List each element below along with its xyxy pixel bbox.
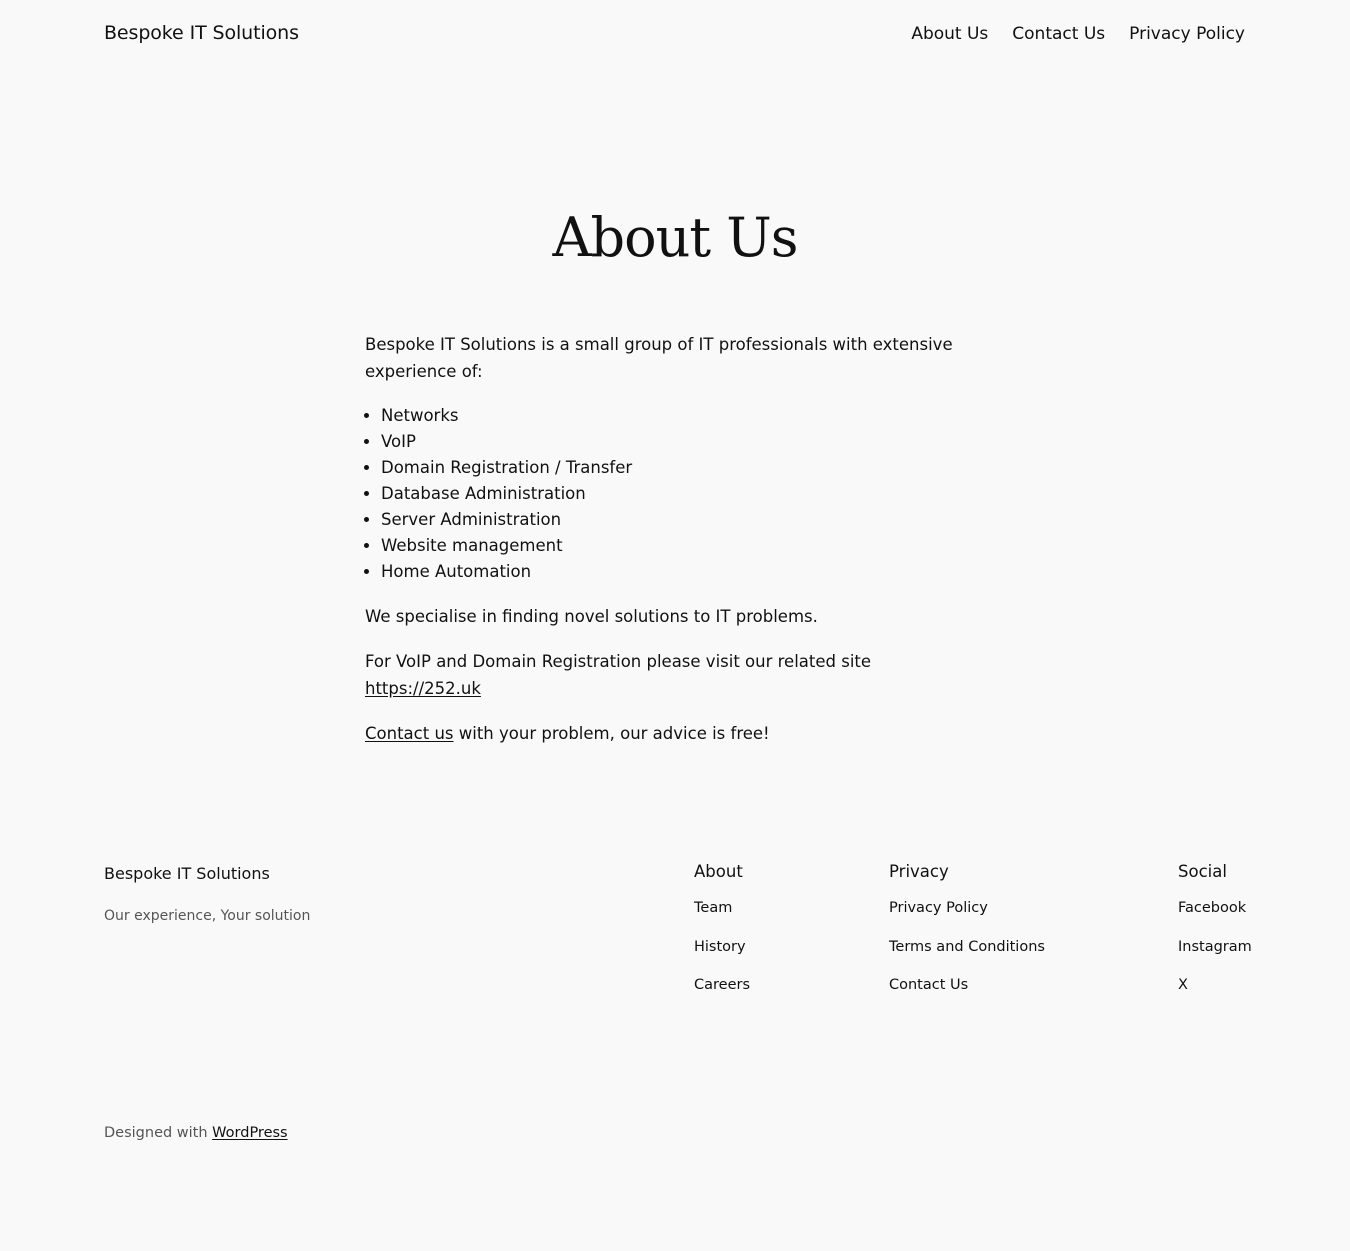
voip-text: For VoIP and Domain Registration please visit our related site xyxy=(365,652,872,671)
footer-column-about xyxy=(694,862,750,1013)
credit-prefix: Designed with xyxy=(104,1125,213,1141)
site-title-link[interactable]: Bespoke IT Solutions xyxy=(104,22,299,44)
contact-paragraph xyxy=(365,720,985,747)
footer-link-terms[interactable]: Terms and Conditions xyxy=(889,938,1045,955)
nav-privacy-policy[interactable]: Privacy Policy xyxy=(1129,24,1245,44)
related-site-link[interactable]: https://252.uk xyxy=(365,679,481,698)
footer-link-contact-us[interactable]: Contact Us xyxy=(889,977,969,993)
nav-about-us[interactable]: About Us xyxy=(911,24,989,44)
footer-tagline: Our experience, Your solution xyxy=(104,908,311,924)
footer-link-x[interactable]: X xyxy=(1178,977,1188,993)
voip-paragraph xyxy=(365,648,985,702)
contact-us-link[interactable]: Contact us xyxy=(365,724,454,743)
footer-link-careers[interactable]: Careers xyxy=(694,977,751,993)
footer-heading-social: Social xyxy=(1178,862,1227,881)
specialise-paragraph: We specialise in finding novel solutions to IT problems. xyxy=(365,607,818,626)
list-item: • Server Administration xyxy=(381,507,985,533)
list-item: • VoIP xyxy=(381,429,985,455)
nav-contact-us[interactable]: Contact Us xyxy=(1012,24,1106,44)
page-title: About Us xyxy=(552,206,798,269)
contact-text: with your problem, our advice is free! xyxy=(453,724,770,743)
list-item: • Website management xyxy=(381,533,985,559)
intro-paragraph: Bespoke IT Solutions is a small group of IT professionals with extensive experience of: xyxy=(365,335,953,381)
list-item: • Domain Registration / Transfer xyxy=(381,455,985,481)
page-content xyxy=(365,331,985,765)
footer-link-history[interactable]: History xyxy=(694,938,746,955)
services-list xyxy=(381,403,985,585)
footer-link-team[interactable]: Team xyxy=(694,900,733,916)
footer-site-title-link[interactable]: Bespoke IT Solutions xyxy=(104,864,270,883)
footer-column-privacy xyxy=(889,862,1045,1013)
wordpress-link[interactable]: WordPress xyxy=(212,1125,288,1141)
footer-link-facebook[interactable]: Facebook xyxy=(1178,900,1247,916)
footer-credit xyxy=(104,1125,288,1141)
footer-heading-about: About xyxy=(694,862,743,881)
main-navigation xyxy=(911,24,1245,44)
footer-heading-privacy: Privacy xyxy=(889,862,949,881)
footer-link-instagram[interactable]: Instagram xyxy=(1178,938,1252,955)
footer-column-social xyxy=(1178,862,1252,1013)
list-item: • Home Automation xyxy=(381,559,985,585)
footer-link-privacy-policy[interactable]: Privacy Policy xyxy=(889,900,988,916)
list-item: • Database Administration xyxy=(381,481,985,507)
list-item: • Networks xyxy=(381,403,985,429)
